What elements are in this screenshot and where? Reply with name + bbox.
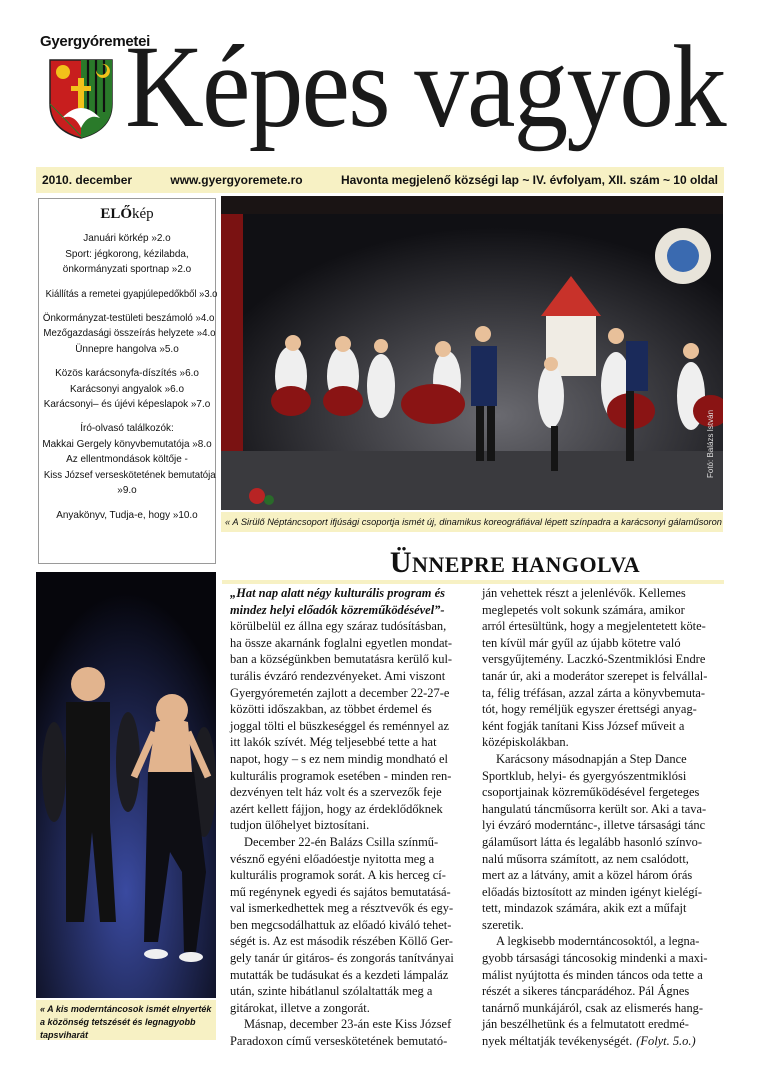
article-line: tanár úr, aki a moderátor szerepet is felvállal- xyxy=(482,668,708,683)
toc-entry[interactable]: Kiss József verseskötetének bemutatója xyxy=(43,469,216,481)
article-line: ján beszélhetünk és a felmutatott eredmé- xyxy=(482,1017,689,1032)
toc-group xyxy=(39,366,215,412)
toc-heading: ELŐkép xyxy=(100,206,154,222)
article-line: Karácsony másodnapján a Step Dance xyxy=(496,751,687,766)
article-line: tót, hogy reméljük egyszer érettségi anyag- xyxy=(482,702,697,717)
article-paragraph xyxy=(230,1016,470,1049)
toc-entry[interactable]: Mezőgazdasági összeírás helyzete »4.o xyxy=(43,328,216,340)
toc-entry[interactable]: Makkai Gergely könyvbemutatója »8.o xyxy=(42,438,212,450)
article-line: előadás biztosított az minden igényt kielégí- xyxy=(482,884,703,899)
article-headline: ÜNNEPRE HANGOLVA xyxy=(389,546,641,579)
article-paragraph xyxy=(482,585,725,751)
article-line: szeretik. xyxy=(482,917,524,932)
article-line: val ismerkedhettek meg a résztvevők és egy- xyxy=(230,901,454,916)
article-line: nalú műsorra számított, az nem csalódott, xyxy=(482,851,689,866)
article-line: ten kívül már gyűl az újabb kötetre való xyxy=(482,635,681,650)
article-column-2 xyxy=(482,585,725,1050)
article-line: közötti időszakban, az többet érdemel és xyxy=(230,702,432,717)
toc-entry[interactable]: Közös karácsonyfa-díszítés »6.o xyxy=(55,368,199,380)
article-paragraph xyxy=(482,751,725,934)
article-line: tett, mindazok számára, akik ezt a műfajt xyxy=(482,901,687,916)
toc-entry[interactable]: Író-olvasó találkozók: xyxy=(80,423,174,435)
article-line: meglepetés volt sokunk számára, amikor xyxy=(482,602,685,617)
article-line: December 22-én Balázs Csilla színmű- xyxy=(244,834,439,849)
toc-entry[interactable]: Karácsonyi– és újévi képeslapok »7.o xyxy=(43,399,211,411)
side-photo-caption: « A kis moderntáncosok ismét elnyerték a közönség tetszését és legnagyobb tapsviharát xyxy=(36,1000,216,1040)
article-line: kulturális programok esetében - minden ren- xyxy=(230,768,452,783)
article-line: mutatták be tudásukat és a kezdeti lámpaláz xyxy=(230,967,449,982)
article-line: „Hat nap alatt négy kulturális program és xyxy=(230,586,445,600)
article-line: ban a községünkben bemutatásra kerülő kul- xyxy=(230,652,453,667)
article-line: azért kellett fájjon, hogy az érdeklődőknek xyxy=(230,801,443,816)
article-line: mindez helyi előadók közreműködésével”- xyxy=(230,602,445,617)
article-line: versgyűjtemény. Laczkó-Szentmiklósi Endre xyxy=(482,652,706,667)
toc-entry[interactable]: Kiállítás a remetei gyapjúlepedőkből »3.o xyxy=(45,288,218,300)
article-line: Másnap, december 23-án este Kiss József xyxy=(244,1017,452,1032)
article-line: napot, hogy – s ez nem mindig mondható el xyxy=(230,751,448,766)
article-line: középiskolákban. xyxy=(482,735,569,750)
article-line: ségét is. Az est második részében Köllő Ger- xyxy=(230,934,453,949)
article-line: részét a sikeres táncparádéhoz. Pál Ágnes xyxy=(482,984,690,999)
toc-group xyxy=(39,287,218,302)
article-line: mert az a látvány, amit a közel három órás xyxy=(482,868,693,883)
article-column-1 xyxy=(230,585,470,1050)
article-paragraph xyxy=(482,933,725,1049)
article-line: málist nyújtotta és minden táncos oda tette a xyxy=(482,967,703,982)
toc-entry[interactable]: Önkormányzat-testületi beszámoló »4.o xyxy=(42,313,215,325)
toc-entry[interactable]: »9.o xyxy=(117,485,137,497)
article-line: után, szinte hibátlanul szólaltatták meg a xyxy=(230,984,433,999)
article-line: gely tanár úr gitáros- és zongorás tanítványai xyxy=(230,951,454,966)
article-line: A legkisebb moderntáncosoktól, a legna- xyxy=(496,934,700,949)
coat-of-arms-icon xyxy=(48,58,114,140)
article-line: csoportjainak közreműködésével fergeteges xyxy=(482,785,700,800)
article-line: gyobb társasági táncosokig mindenki a maxi- xyxy=(482,951,708,966)
article-paragraph xyxy=(230,618,470,834)
toc-entry[interactable]: Az ellentmondások költője - xyxy=(66,454,188,466)
article-line: hangulatú táncműsorra került sor. Aki a tava- xyxy=(482,801,707,816)
article-line: körülbelül ez állna egy száraz tudósításban, xyxy=(230,619,447,634)
article-line: joggal tölti el büszkeséggel és reménnyel az xyxy=(230,718,449,733)
main-photo xyxy=(221,196,723,510)
article-line: ként fogják tanítani Kiss József műveit a xyxy=(482,718,685,733)
article-line: lyi évzáró moderntánc-, illetve társasági tánc xyxy=(482,818,706,833)
article-line: Gyergyóremetén zajlott a december 22-27-e xyxy=(230,685,450,700)
article-line: ta, félig tréfásan, azzal zárta a könyvbemuta- xyxy=(482,685,706,700)
article-line: Sportklub, helyi- és gyergyószentmiklósi xyxy=(482,768,687,783)
continued-link[interactable]: (Folyt. 5.o.) xyxy=(636,1034,696,1049)
article-line: ján vehettek részt a jelenlévők. Kellemes xyxy=(482,586,686,600)
toc-group xyxy=(39,311,215,357)
article-line: tudjon ülőhelyet biztosítani. xyxy=(230,818,370,833)
article-paragraph xyxy=(230,834,470,1017)
article-paragraph xyxy=(230,585,470,618)
toc-entry[interactable]: önkormányzati sportnap »2.o xyxy=(62,264,192,276)
masthead-title: Képes vagyok xyxy=(125,21,725,152)
article-line: gálaműsort látta és legalább hasonló színvo- xyxy=(482,834,703,849)
side-photo xyxy=(36,572,216,998)
toc-entry[interactable]: Sport: jégkorong, kézilabda, xyxy=(65,248,189,260)
issue-date: 2010. december xyxy=(42,173,133,187)
toc-entry[interactable]: Anyakönyv, Tudja-e, hogy »10.o xyxy=(56,509,198,521)
article-line: gitárokat, illetve a zongorát. xyxy=(230,1000,370,1015)
toc-entry[interactable]: Januári körkép »2.o xyxy=(83,233,171,245)
village-name: Gyergyóremetei xyxy=(40,33,151,50)
headline-underline xyxy=(222,580,724,584)
article-line: mű regénynek egyedi és sajátos bemutatásá- xyxy=(230,884,451,899)
article-line: ben megcsodálhattuk az előadó kiváló tehet- xyxy=(230,917,452,932)
toc-entry[interactable]: Ünnepre hangolva »5.o xyxy=(75,343,179,355)
main-photo-caption: « A Sirülő Néptáncsoport ifjúsági csoportja ismét új, dinamikus koreográfiával lépett színpadra a karácsonyi gálaműsoron xyxy=(221,512,723,532)
article-line: Paradoxon című verseskötetének bemutató- xyxy=(230,1034,448,1049)
table-of-contents xyxy=(38,198,216,564)
article-line: dezvényen telt ház volt és a szervezők feje xyxy=(230,785,442,800)
article-line: itt lakók szívét. Még teljesebbé tette a hat xyxy=(230,735,437,750)
toc-group xyxy=(39,231,215,277)
toc-group xyxy=(39,421,215,498)
issue-info: Havonta megjelenő községi lap ~ IV. évfolyam, XII. szám ~ 10 oldal xyxy=(340,173,718,187)
info-bar xyxy=(36,167,724,193)
article-line: vésznő egyéni előadóestje nyitotta meg a xyxy=(230,851,435,866)
toc-entry[interactable]: Karácsonyi angyalok »6.o xyxy=(69,383,184,395)
article-line: tanárnő munkájáról, csak az elismerés hang- xyxy=(482,1000,704,1015)
article-last-line: nyek méltatják tevékenységét. (Folyt. 5.o.) xyxy=(482,1034,696,1049)
article-line: ha össze akarnánk foglalni egyetlen mondat- xyxy=(230,635,453,650)
article-line: kulturális programok sorát. A kis herceg cí- xyxy=(230,868,446,883)
toc-group xyxy=(39,508,215,523)
article-line: turális évzáró rendezvényeket. Ami viszont xyxy=(230,668,446,683)
article-line: arról értesültünk, hogy a megjelentetett köte- xyxy=(482,619,706,634)
photo-credit: Fotó: Balázs István xyxy=(706,409,715,478)
website-link[interactable]: www.gyergyoremete.ro xyxy=(170,173,303,187)
